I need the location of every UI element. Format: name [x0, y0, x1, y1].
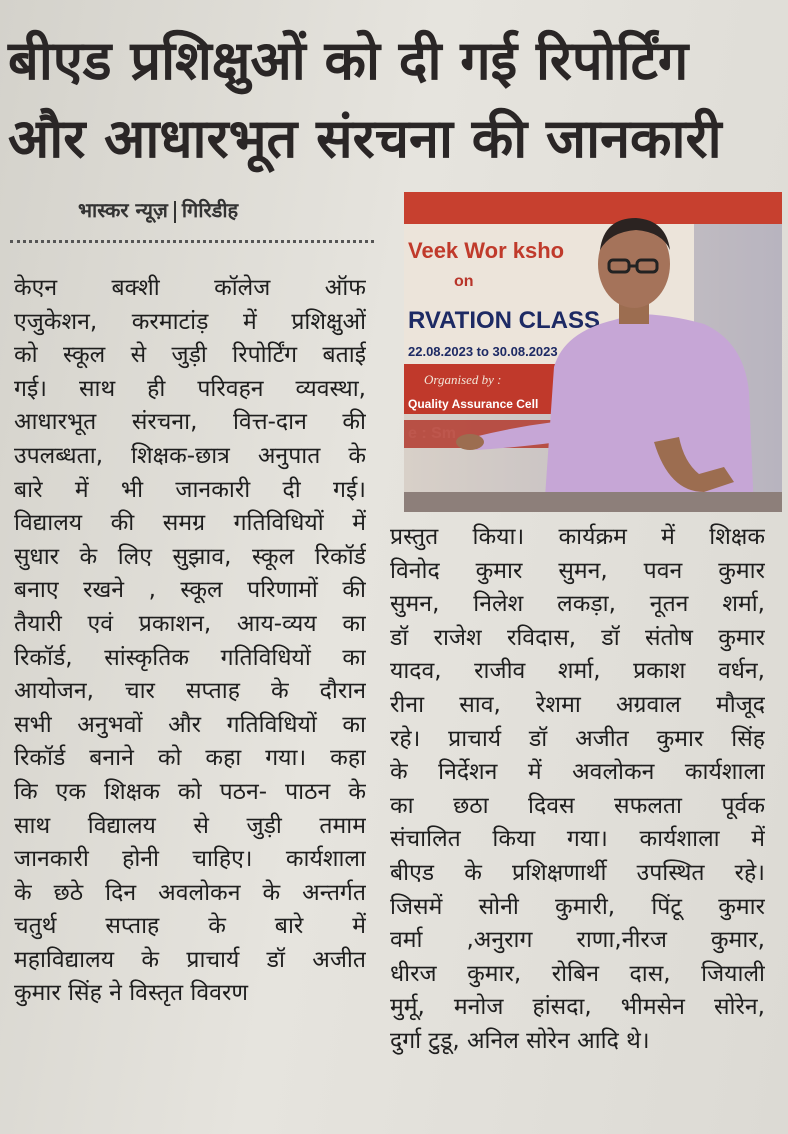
article-line: को स्कूल से जुड़ी रिपोर्टिंग बताई — [14, 342, 366, 369]
banner-organised: Organised by : — [424, 372, 502, 387]
article-line: बारे में भी जानकारी दी गई। — [14, 476, 366, 503]
article-line: दुर्गा टुडू, अनिल सोरेन आदि थे। — [390, 1027, 650, 1054]
article-line: संचालित किया गया। कार्यशाला में — [390, 826, 765, 853]
podium — [404, 492, 782, 512]
article-line: रिकॉर्ड, सांस्कृतिक गतिविधियों का — [14, 644, 366, 671]
article-line: बीएड के प्रशिक्षणार्थी उपस्थित रहे। — [390, 859, 765, 886]
banner-line-2: on — [454, 273, 474, 290]
article-line: धीरज कुमार, रोबिन दास, जियाली — [390, 960, 765, 987]
article-line: यादव, राजीव शर्मा, प्रकाश वर्धन, — [390, 658, 765, 685]
article-line: तैयारी एवं प्रकाशन, आय-व्यय का — [14, 610, 366, 637]
banner-line-3: RVATION CLASS — [408, 307, 601, 334]
article-line: बनाए रखने , स्कूल परिणामों की — [14, 577, 366, 604]
article-line: गई। साथ ही परिवहन व्यवस्था, — [14, 375, 366, 402]
article-line: चतुर्थ सप्ताह के बारे में — [14, 913, 366, 940]
news-photo — [404, 192, 782, 512]
article-line: एजुकेशन, करमाटांड़ में प्रशिक्षुओं — [14, 308, 366, 335]
article-line: प्रस्तुत किया। कार्यक्रम में शिक्षक — [390, 524, 765, 550]
banner-line-1: Veek Wor ksho — [408, 238, 565, 263]
banner-dates: 22.08.2023 to 30.08.2023 — [408, 344, 558, 359]
article-line: केएन बक्शी कॉलेज ऑफ — [14, 275, 366, 301]
article-line: जिसमें सोनी कुमारी, पिंटू कुमार — [390, 893, 765, 920]
banner-top-strip — [404, 192, 782, 224]
headline-line-2: और आधारभूत संरचना की जानकारी — [8, 107, 722, 170]
headline — [8, 22, 768, 178]
byline-place: गिरिडीह — [181, 198, 239, 222]
article-line: सुमन, निलेश लकड़ा, नूतन शर्मा, — [390, 591, 765, 618]
article-line: महाविद्यालय के प्राचार्य डॉ अजीत — [14, 946, 366, 973]
photo-illustration — [404, 192, 782, 512]
byline — [78, 196, 238, 223]
article-line: रिकॉर्ड बनाने को कहा गया। कहा — [14, 745, 366, 772]
article-line: डॉ राजेश रविदास, डॉ संतोष कुमार — [390, 624, 765, 651]
article-line: रीना साव, रेशमा अग्रवाल मौजूद — [390, 691, 765, 718]
article-line: मुर्मू, मनोज हांसदा, भीमसेन सोरेन, — [390, 994, 765, 1021]
article-line: सभी अनुभवों और गतिविधियों का — [14, 711, 366, 738]
article-line: के निर्देशन में अवलोकन कार्यशाला — [390, 759, 765, 786]
article-line: का छठा दिवस सफलता पूर्वक — [390, 792, 765, 819]
article-line: कि एक शिक्षक को पठन- पाठन के — [14, 778, 366, 805]
headline-line-1: बीएड प्रशिक्षुओं को दी गई रिपोर्टिंग — [8, 29, 689, 92]
byline-separator — [174, 201, 176, 223]
article-line: साथ विद्यालय से जुड़ी तमाम — [14, 812, 366, 839]
banner-cell: Quality Assurance Cell — [408, 397, 539, 411]
article-line: विनोद कुमार सुमन, पवन कुमार — [390, 557, 765, 584]
article-line: आधारभूत संरचना, वित्त-दान की — [14, 409, 366, 436]
article-line: के छठे दिन अवलोकन के अन्तर्गत — [14, 879, 366, 906]
article-line: जानकारी होनी चाहिए। कार्यशाला — [14, 846, 366, 873]
article-line: सुधार के लिए सुझाव, स्कूल रिकॉर्ड — [14, 543, 366, 570]
article-line: उपलब्धता, शिक्षक-छात्र अनुपात के — [14, 442, 366, 469]
article-line: वर्मा ,अनुराग राणा,नीरज कुमार, — [390, 927, 765, 954]
article-column-right — [390, 521, 765, 1059]
dotted-divider — [10, 240, 374, 243]
article-line: रहे। प्राचार्य डॉ अजीत कुमार सिंह — [390, 725, 765, 752]
article-line: कुमार सिंह ने विस्तृत विवरण — [14, 980, 248, 1007]
article-column-left — [14, 272, 366, 1011]
byline-source: भास्कर न्यूज़ — [78, 198, 168, 222]
article-line: विद्यालय की समग्र गतिविधियों में — [14, 510, 366, 537]
article-line: आयोजन, चार सप्ताह के दौरान — [14, 678, 366, 705]
